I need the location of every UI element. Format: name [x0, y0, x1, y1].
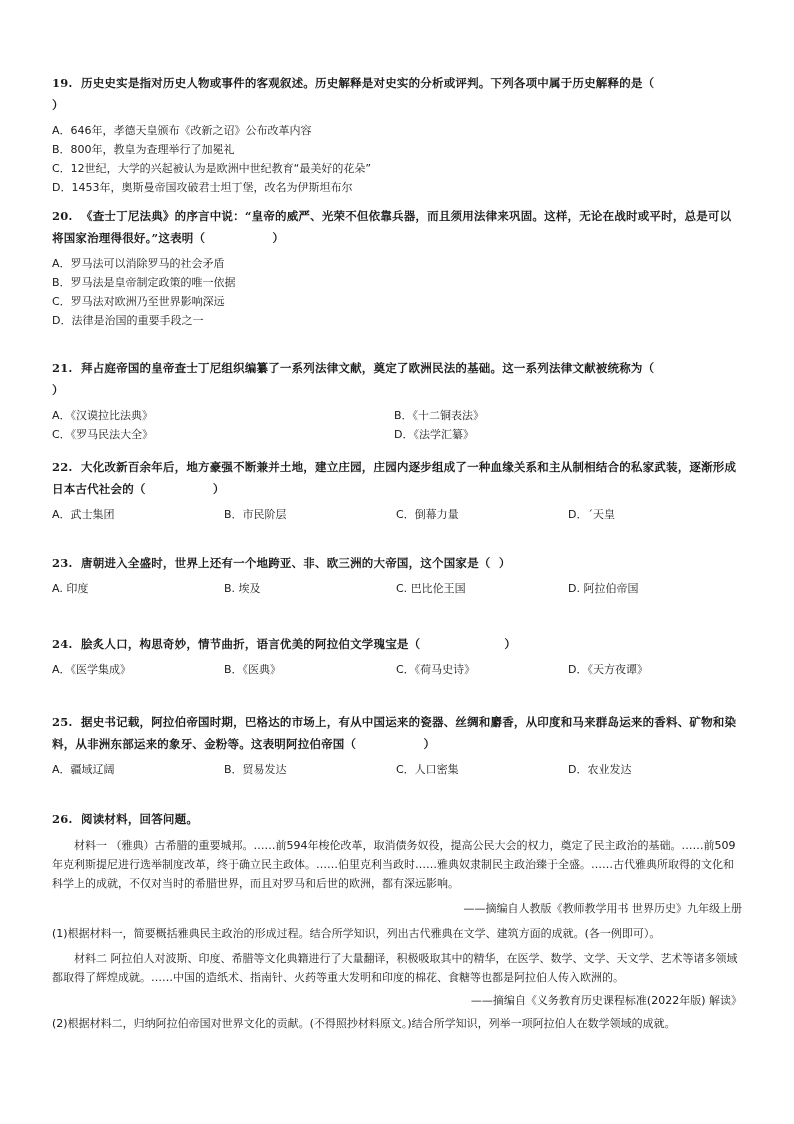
material-two: 材料二 阿拉伯人对波斯、印度、希腊等文化典籍进行了大量翻译，积极吸取其中的精华，在医学、数学、文学、天文学、艺术等诸多领域都取得了辉煌成就。……中国的造纸术、指南针、火药等重大发明和印度的棉花、食糖等也都是阿拉伯人传入欧洲的。: [52, 952, 738, 984]
question-23-options: [52, 579, 742, 598]
option-d[interactable]: D．法律是治国的重要手段之一: [52, 314, 204, 327]
option-b[interactable]: B．《医典》: [224, 663, 282, 676]
option-d[interactable]: D．农业发达: [568, 763, 632, 776]
option-d[interactable]: D．´天皇: [568, 508, 615, 521]
option-c[interactable]: C．12世纪，大学的兴起被认为是欧洲中世纪教育“最美好的花朵”: [52, 162, 372, 175]
option-a[interactable]: A. 印度: [52, 582, 89, 595]
option-b[interactable]: B．市民阶层: [224, 508, 287, 521]
option-c[interactable]: C．《罗马民法大全》: [52, 428, 154, 441]
option-d[interactable]: D．《法学汇纂》: [394, 428, 474, 441]
question-19-options: [52, 121, 742, 197]
option-c[interactable]: C．《荷马史诗》: [396, 663, 476, 676]
option-b[interactable]: B．罗马法是皇帝制定政策的唯一依据: [52, 276, 236, 289]
question-24-stem: 24. 脍炙人口，构思奇妙，情节曲折，语言优美的阿拉伯文学瑰宝是（ ）: [52, 637, 517, 651]
option-d[interactable]: D．《天方夜谭》: [568, 663, 648, 676]
question-19-stem: 19. 历史史实是指对历史人物或事件的客观叙述。历史解释是对史实的分析或评判。下列各项中属于历史解释的是（ ）: [52, 76, 739, 112]
option-a[interactable]: A．武士集团: [52, 508, 115, 521]
question-26: [52, 808, 742, 1033]
question-20-options: [52, 254, 742, 330]
option-a[interactable]: A．《医学集成》: [52, 663, 132, 676]
question-23-stem: 23. 唐朝进入全盛时，世界上还有一个地跨亚、非、欧三洲的大帝国，这个国家是（ ）: [52, 556, 511, 570]
question-22: [52, 456, 742, 524]
question-25: [52, 711, 742, 779]
option-c[interactable]: C. 巴比伦王国: [396, 582, 466, 595]
question-24: [52, 633, 742, 679]
option-d[interactable]: D．1453年，奥斯曼帝国攻破君士坦丁堡，改名为伊斯坦布尔: [52, 181, 353, 194]
option-a[interactable]: A．疆域辽阔: [52, 763, 115, 776]
question-19: [52, 72, 742, 197]
material-one: 材料一 （雅典）古希腊的重要城邦。……前594年梭伦改革，取消债务奴役，提高公民大会的权力，奠定了民主政治的基础。……前509年克利斯提尼进行选举制度改革，终于确立民主政体。……伯里克利当政时……雅典奴隶制民主政治臻于全盛。……古代雅典所取得的文化和科学上的成就，不仅对当时的希腊世界，而且对罗马和后世的欧洲，都有深远影响。: [52, 839, 736, 890]
question-23: [52, 552, 742, 598]
question-26-title: 26. 阅读材料，回答问题。: [52, 812, 199, 826]
question-24-options: [52, 660, 742, 679]
question-20: [52, 205, 742, 330]
question-21: [52, 357, 742, 444]
option-c[interactable]: C．罗马法对欧洲乃至世界影响深远: [52, 295, 225, 308]
material-one-source: ——摘编自人教版《教师教学用书 世界历史》九年级上册: [463, 902, 742, 915]
question-21-options: [52, 406, 742, 444]
material-two-source: ——摘编自《义务教育历史课程标准(2022年版) 解读》: [470, 994, 742, 1007]
option-b[interactable]: B．贸易发达: [224, 763, 287, 776]
option-a[interactable]: A．罗马法可以消除罗马的社会矛盾: [52, 257, 225, 270]
sub-question-1: (1)根据材料一，简要概括雅典民主政治的形成过程。结合所学知识，列出古代雅典在文学、建筑方面的成就。(各一例即可）。: [52, 927, 661, 940]
option-c[interactable]: C．人口密集: [396, 763, 459, 776]
option-b[interactable]: B. 埃及: [224, 582, 261, 595]
option-a[interactable]: A．646年，孝德天皇颁布《改新之诏》公布改革内容: [52, 124, 312, 137]
question-21-stem: 21. 拜占庭帝国的皇帝查士丁尼组织编纂了一系列法律文献，奠定了欧洲民法的基础。这一系列法律文献被统称为（ ）: [52, 361, 739, 397]
option-c[interactable]: C．倒幕力量: [396, 508, 459, 521]
sub-question-2: (2)根据材料二，归纳阿拉伯帝国对世界文化的贡献。(不得照抄材料原文。)结合所学知识，列举一项阿拉伯人在数学领域的成就。: [52, 1017, 676, 1030]
question-25-stem: 25. 据史书记载，阿拉伯帝国时期，巴格达的市场上，有从中国运来的瓷器、丝绸和麝香，从印度和马来群岛运来的香料、矿物和染料，从非洲东部运来的象牙、金粉等。这表明阿拉伯帝国（ ）: [52, 715, 737, 751]
option-d[interactable]: D. 阿拉伯帝国: [568, 582, 639, 595]
question-20-stem: 20. 《查士丁尼法典》的序言中说：“皇帝的威严、光荣不但依靠兵器，而且须用法律来巩固。这样，无论在战时或平时，总是可以将国家治理得很好。”这表明（ ）: [52, 209, 732, 245]
question-22-options: [52, 505, 742, 524]
option-a[interactable]: A．《汉谟拉比法典》: [52, 409, 154, 422]
question-25-options: [52, 760, 742, 779]
question-22-stem: 22. 大化改新百余年后，地方豪强不断兼并土地，建立庄园，庄园内逐步组成了一种血缘关系和主从制相结合的私家武装，逐渐形成日本古代社会的（ ）: [52, 460, 737, 496]
option-b[interactable]: B．800年，教皇为查理举行了加冕礼: [52, 143, 235, 156]
option-b[interactable]: B．《十二铜表法》: [394, 409, 485, 422]
